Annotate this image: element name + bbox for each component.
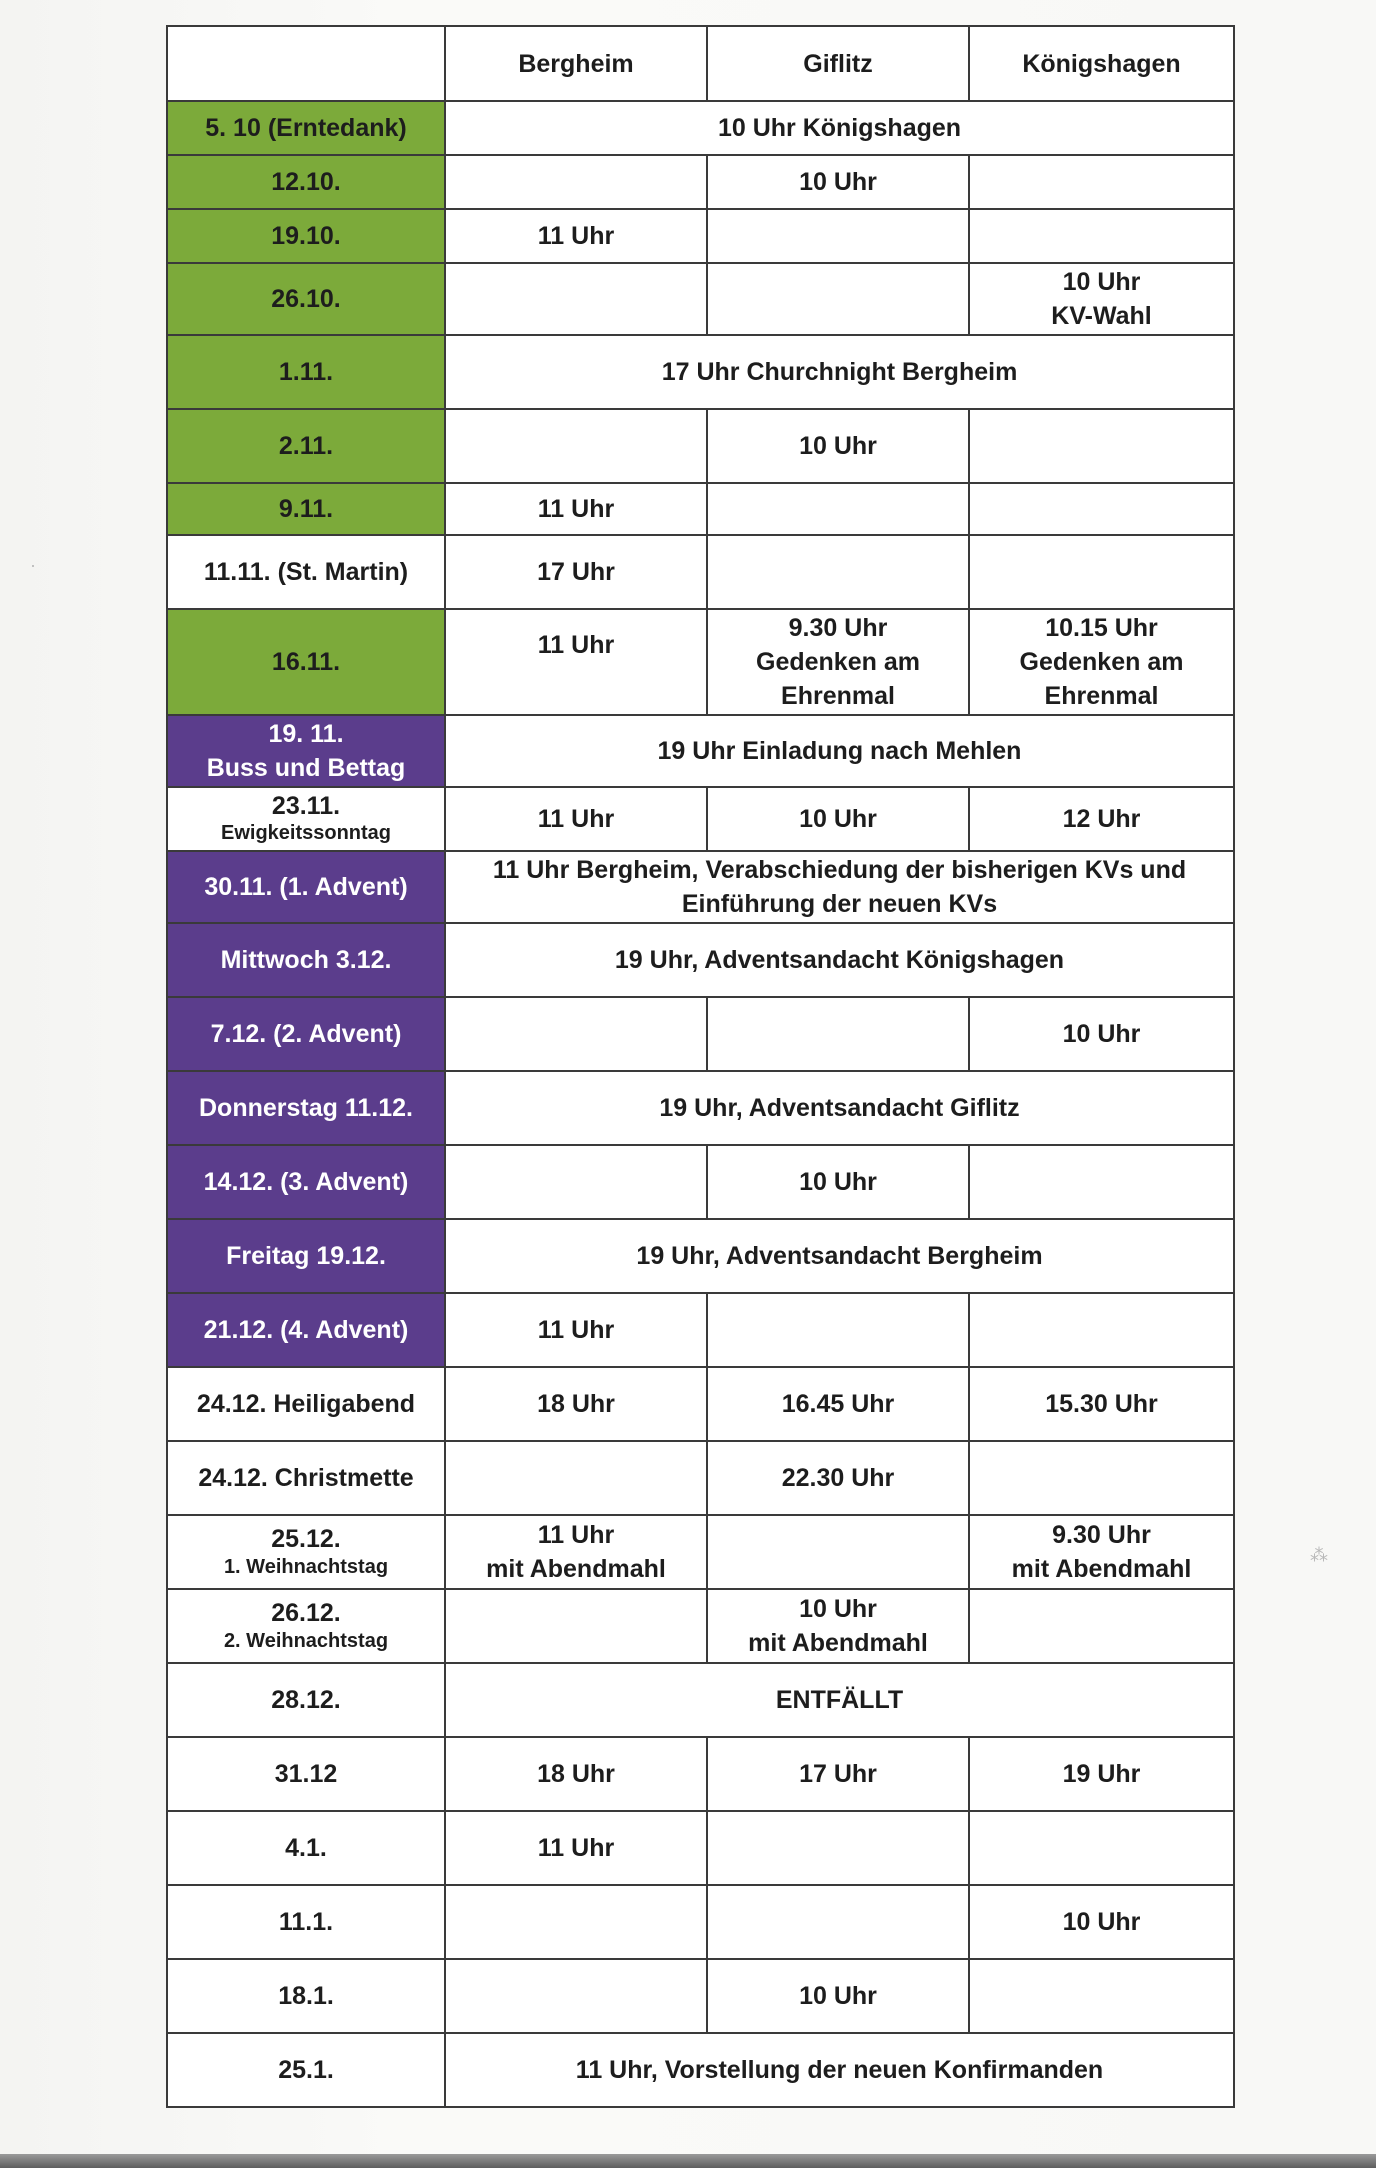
bergheim-cell	[445, 1959, 707, 2033]
koenigshagen-cell	[969, 209, 1234, 263]
giflitz-cell	[707, 1589, 969, 1663]
column-header-koenigshagen: Königshagen	[969, 26, 1234, 101]
koenigshagen-cell	[969, 155, 1234, 209]
combined-service-cell: 19 Uhr, Adventsandacht Bergheim	[445, 1219, 1234, 1293]
date-cell: 19.10.	[167, 209, 445, 263]
service-note: mit Abendmahl	[748, 1629, 928, 1657]
koenigshagen-cell	[969, 1145, 1234, 1219]
scan-artifact: ⁂	[1310, 1545, 1328, 1565]
scan-bottom-edge	[0, 2154, 1376, 2168]
table-row	[167, 851, 1234, 923]
bergheim-cell: 18 Uhr	[445, 1367, 707, 1441]
date-cell	[167, 787, 445, 851]
koenigshagen-cell	[969, 483, 1234, 535]
service-note: Gedenken am	[756, 648, 920, 676]
date-cell: 18.1.	[167, 1959, 445, 2033]
table-row	[167, 1219, 1234, 1293]
table-row	[167, 787, 1234, 851]
date-cell	[167, 1515, 445, 1589]
koenigshagen-cell	[969, 1589, 1234, 1663]
bergheim-cell: 17 Uhr	[445, 535, 707, 609]
koenigshagen-cell	[969, 1441, 1234, 1515]
giflitz-cell	[707, 1293, 969, 1367]
bergheim-cell: 11 Uhr	[445, 1811, 707, 1885]
bergheim-cell	[445, 1589, 707, 1663]
bergheim-cell	[445, 1145, 707, 1219]
combined-service-cell: 10 Uhr Königshagen	[445, 101, 1234, 155]
service-note: mit Abendmahl	[486, 1555, 666, 1583]
table-row	[167, 1515, 1234, 1589]
service-time: 9.30 Uhr	[1052, 1521, 1151, 1549]
koenigshagen-cell	[969, 263, 1234, 335]
koenigshagen-cell: 15.30 Uhr	[969, 1367, 1234, 1441]
bergheim-cell	[445, 409, 707, 483]
service-time: 10.15 Uhr	[1045, 614, 1158, 642]
table-row	[167, 1959, 1234, 2033]
table-row	[167, 609, 1234, 715]
table-row	[167, 1663, 1234, 1737]
service-note: KV-Wahl	[1051, 302, 1152, 330]
date-cell: Freitag 19.12.	[167, 1219, 445, 1293]
combined-service-cell: ENTFÄLLT	[445, 1663, 1234, 1737]
date-cell: 1.11.	[167, 335, 445, 409]
koenigshagen-cell: 12 Uhr	[969, 787, 1234, 851]
table-row	[167, 155, 1234, 209]
table-row	[167, 1145, 1234, 1219]
bergheim-cell	[445, 997, 707, 1071]
combined-service-cell: 19 Uhr, Adventsandacht Giflitz	[445, 1071, 1234, 1145]
date-cell: 31.12	[167, 1737, 445, 1811]
service-time: 9.30 Uhr	[788, 614, 888, 642]
giflitz-cell	[707, 263, 969, 335]
giflitz-cell: 22.30 Uhr	[707, 1441, 969, 1515]
service-note: Ehrenmal	[1044, 682, 1159, 710]
bergheim-cell	[445, 1441, 707, 1515]
date-cell: 11.11. (St. Martin)	[167, 535, 445, 609]
table-row	[167, 335, 1234, 409]
date-cell: 30.11. (1. Advent)	[167, 851, 445, 923]
date-cell: 24.12. Christmette	[167, 1441, 445, 1515]
koenigshagen-cell	[969, 409, 1234, 483]
table-row	[167, 715, 1234, 787]
giflitz-cell	[707, 1811, 969, 1885]
table-row	[167, 997, 1234, 1071]
giflitz-cell: 10 Uhr	[707, 409, 969, 483]
service-note: mit Abendmahl	[1011, 1555, 1192, 1583]
giflitz-cell	[707, 483, 969, 535]
table-row	[167, 1293, 1234, 1367]
date-subtitle: Buss und Bettag	[206, 754, 406, 782]
bergheim-cell	[445, 155, 707, 209]
date-subtitle: Ewigkeitssonntag	[220, 822, 392, 844]
koenigshagen-cell	[969, 609, 1234, 715]
service-time: 11 Uhr	[537, 1521, 615, 1549]
koenigshagen-cell	[969, 1515, 1234, 1589]
bergheim-cell	[445, 1885, 707, 1959]
giflitz-cell: 17 Uhr	[707, 1737, 969, 1811]
koenigshagen-cell	[969, 535, 1234, 609]
date-text: 19. 11.	[268, 720, 344, 748]
header-row	[167, 26, 1234, 101]
column-header-giflitz: Giflitz	[707, 26, 969, 101]
table-row	[167, 409, 1234, 483]
bergheim-cell: 18 Uhr	[445, 1737, 707, 1811]
service-note: Gedenken am	[1019, 648, 1184, 676]
combined-service-cell: 11 Uhr, Vorstellung der neuen Konfirmanden	[445, 2033, 1234, 2107]
combined-service-cell	[445, 851, 1234, 923]
date-cell: 12.10.	[167, 155, 445, 209]
table-row	[167, 1885, 1234, 1959]
table-row	[167, 101, 1234, 155]
date-text: 26.12.	[271, 1599, 341, 1627]
giflitz-cell	[707, 209, 969, 263]
date-cell: 16.11.	[167, 609, 445, 715]
date-cell: 25.1.	[167, 2033, 445, 2107]
giflitz-cell: 10 Uhr	[707, 1145, 969, 1219]
date-cell: Donnerstag 11.12.	[167, 1071, 445, 1145]
giflitz-cell	[707, 535, 969, 609]
scan-artifact: ·	[30, 555, 36, 575]
date-cell: 5. 10 (Erntedank)	[167, 101, 445, 155]
giflitz-cell	[707, 1515, 969, 1589]
table-row	[167, 2033, 1234, 2107]
service-time: 10 Uhr	[799, 1595, 877, 1623]
bergheim-cell	[445, 263, 707, 335]
service-text: 11 Uhr Bergheim, Verabschiedung der bisherigen KVs und	[492, 856, 1187, 884]
table-row	[167, 923, 1234, 997]
table-row	[167, 1441, 1234, 1515]
service-text: Einführung der neuen KVs	[681, 890, 998, 918]
service-time: 11 Uhr	[537, 631, 615, 659]
giflitz-cell: 10 Uhr	[707, 155, 969, 209]
date-subtitle: 2. Weihnachtstag	[223, 1630, 389, 1652]
bergheim-cell	[445, 609, 707, 715]
combined-service-cell: 19 Uhr Einladung nach Mehlen	[445, 715, 1234, 787]
date-cell: 11.1.	[167, 1885, 445, 1959]
giflitz-cell: 10 Uhr	[707, 1959, 969, 2033]
column-header-bergheim: Bergheim	[445, 26, 707, 101]
bergheim-cell: 11 Uhr	[445, 209, 707, 263]
date-cell: 7.12. (2. Advent)	[167, 997, 445, 1071]
date-cell: Mittwoch 3.12.	[167, 923, 445, 997]
giflitz-cell: 10 Uhr	[707, 787, 969, 851]
service-note: Ehrenmal	[781, 682, 895, 710]
koenigshagen-cell: 19 Uhr	[969, 1737, 1234, 1811]
date-cell: 2.11.	[167, 409, 445, 483]
giflitz-cell	[707, 997, 969, 1071]
date-cell: 24.12. Heiligabend	[167, 1367, 445, 1441]
bergheim-cell	[445, 1515, 707, 1589]
koenigshagen-cell: 10 Uhr	[969, 1885, 1234, 1959]
date-cell: 28.12.	[167, 1663, 445, 1737]
giflitz-cell	[707, 609, 969, 715]
giflitz-cell	[707, 1885, 969, 1959]
service-time: 10 Uhr	[1062, 268, 1141, 296]
date-text: 25.12.	[271, 1525, 341, 1553]
table-row	[167, 209, 1234, 263]
table-row	[167, 1367, 1234, 1441]
header-corner-cell	[167, 26, 445, 101]
date-text: 23.11.	[271, 792, 341, 820]
table-row	[167, 483, 1234, 535]
table-row	[167, 1811, 1234, 1885]
table-row	[167, 535, 1234, 609]
date-cell: 14.12. (3. Advent)	[167, 1145, 445, 1219]
date-cell	[167, 1589, 445, 1663]
date-cell: 4.1.	[167, 1811, 445, 1885]
bergheim-cell: 11 Uhr	[445, 1293, 707, 1367]
bergheim-cell: 11 Uhr	[445, 787, 707, 851]
koenigshagen-cell	[969, 1293, 1234, 1367]
bergheim-cell: 11 Uhr	[445, 483, 707, 535]
koenigshagen-cell	[969, 1959, 1234, 2033]
giflitz-cell: 16.45 Uhr	[707, 1367, 969, 1441]
table-row	[167, 1589, 1234, 1663]
koenigshagen-cell	[969, 1811, 1234, 1885]
date-cell: 21.12. (4. Advent)	[167, 1293, 445, 1367]
date-cell: 9.11.	[167, 483, 445, 535]
table-row	[167, 1071, 1234, 1145]
combined-service-cell: 19 Uhr, Adventsandacht Königshagen	[445, 923, 1234, 997]
date-subtitle: 1. Weihnachtstag	[223, 1556, 389, 1578]
table-row	[167, 1737, 1234, 1811]
date-cell	[167, 715, 445, 787]
service-schedule-table	[166, 25, 1235, 2108]
koenigshagen-cell: 10 Uhr	[969, 997, 1234, 1071]
table-row	[167, 263, 1234, 335]
combined-service-cell: 17 Uhr Churchnight Bergheim	[445, 335, 1234, 409]
date-cell: 26.10.	[167, 263, 445, 335]
